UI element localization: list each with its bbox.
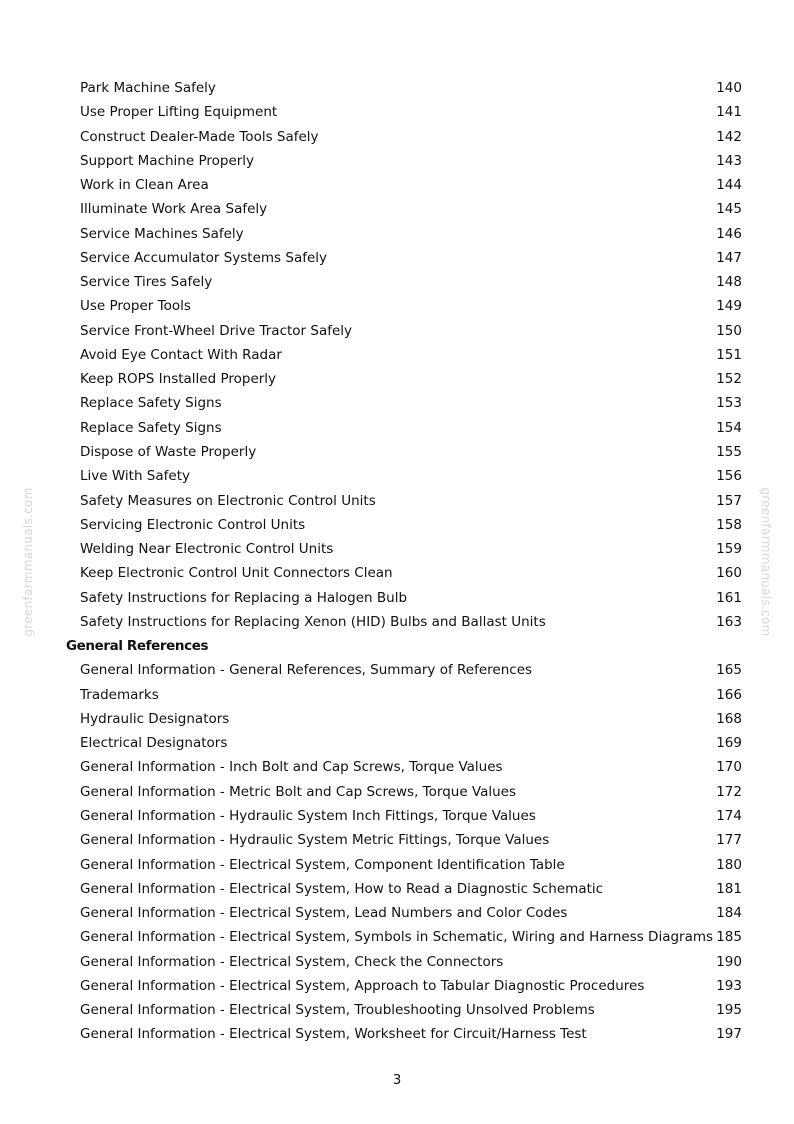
toc-entry[interactable] [66, 343, 742, 367]
toc-entry-title: Park Machine Safely [80, 80, 216, 96]
toc-entry-title: Use Proper Tools [80, 298, 191, 315]
toc-entry[interactable] [66, 950, 742, 974]
toc-entry[interactable] [66, 755, 742, 779]
toc-section-heading[interactable] [66, 634, 742, 658]
toc-entry[interactable] [66, 877, 742, 901]
toc-entry[interactable] [66, 270, 742, 294]
toc-entry-page-number: 146 [716, 225, 742, 242]
toc-entry[interactable] [66, 537, 742, 561]
toc-entry[interactable] [66, 367, 742, 391]
toc-entry[interactable] [66, 416, 742, 440]
toc-entry-title: Replace Safety Signs [80, 419, 222, 436]
toc-entry[interactable] [66, 853, 742, 877]
toc-entry-page-number: 154 [716, 419, 742, 436]
toc-entry[interactable] [66, 610, 742, 634]
toc-entry[interactable] [66, 707, 742, 731]
toc-entry-title: Live With Safety [80, 468, 190, 485]
toc-entry-title: Use Proper Lifting Equipment [80, 104, 278, 121]
toc-entry[interactable] [66, 391, 742, 415]
toc-entry-page-number: 165 [716, 662, 742, 679]
toc-entry-page-number: 177 [716, 832, 742, 849]
toc-entry-title: Safety Measures on Electronic Control Units [80, 492, 376, 509]
toc-entry[interactable] [66, 658, 742, 682]
toc-entry-title: General Information - Electrical System, Troubleshooting Unsolved Problems [80, 1002, 595, 1019]
toc-entry-title: Illuminate Work Area Safely [80, 201, 268, 218]
toc-entry-title: Safety Instructions for Replacing Xenon (HID) Bulbs and Ballast Units [80, 613, 546, 630]
toc-entry-page-number: 190 [716, 953, 742, 970]
toc-entry-page-number: 148 [716, 274, 742, 291]
toc-entry-title: Trademarks [80, 686, 159, 703]
toc-entry-page-number: 159 [716, 541, 742, 558]
toc-entry-title: General Information - General References, Summary of References [80, 662, 533, 679]
toc-entry-page-number: 163 [716, 613, 742, 630]
toc-entry-page-number: 147 [716, 249, 742, 266]
toc-entry-title: Construct Dealer-Made Tools Safely [80, 128, 319, 145]
toc-entry[interactable] [66, 925, 742, 949]
toc-entry-title: Service Accumulator Systems Safely [80, 249, 328, 266]
toc-entry-page-number: 195 [716, 1002, 742, 1019]
toc-entry[interactable] [66, 222, 742, 246]
toc-entry-page-number: 193 [716, 977, 742, 994]
toc-entry-title: Safety Instructions for Replacing a Halogen Bulb [80, 589, 408, 606]
toc-entry-page-number: 141 [716, 104, 742, 121]
toc-entry-title: General Information - Electrical System, Symbols in Schematic, Wiring and Harness Diagrams [80, 929, 714, 946]
toc-entry[interactable] [66, 125, 742, 149]
toc-entry-page-number: 166 [716, 686, 742, 703]
toc-entry-page-number: 143 [716, 152, 742, 169]
toc-entry-page-number: 149 [716, 298, 742, 315]
toc-entry[interactable] [66, 804, 742, 828]
toc-entry-title: General Information - Hydraulic System Metric Fittings, Torque Values [80, 832, 550, 849]
toc-entry[interactable] [66, 464, 742, 488]
toc-entry[interactable] [66, 76, 742, 100]
toc-entry[interactable] [66, 149, 742, 173]
toc-entry-title: Service Tires Safely [80, 274, 213, 291]
toc-entry-page-number: 140 [716, 80, 742, 96]
toc-entry[interactable] [66, 901, 742, 925]
section-heading-title: General References [66, 638, 209, 655]
toc-entry-title: Service Front-Wheel Drive Tractor Safely [80, 322, 353, 339]
toc-entry-page-number: 144 [716, 177, 742, 194]
toc-entry[interactable] [66, 998, 742, 1022]
watermark-left: greenfarmmanuals.com [21, 487, 35, 637]
toc-entry-title: General Information - Electrical System, Check the Connectors [80, 953, 504, 970]
toc-entry-page-number: 160 [716, 565, 742, 582]
watermark-right: greenfarmmanuals.com [759, 487, 773, 637]
toc-entry-title: Hydraulic Designators [80, 710, 230, 727]
toc-entry[interactable] [66, 319, 742, 343]
toc-entry-page-number: 152 [716, 371, 742, 388]
toc-entry[interactable] [66, 828, 742, 852]
toc-entry[interactable] [66, 1022, 742, 1046]
toc-entry[interactable] [66, 294, 742, 318]
toc-entry-title: Keep Electronic Control Unit Connectors Clean [80, 565, 393, 582]
toc-entry-page-number: 172 [716, 783, 742, 800]
toc-entry-title: Work in Clean Area [80, 177, 209, 194]
toc-entry[interactable] [66, 440, 742, 464]
toc-entry[interactable] [66, 731, 742, 755]
toc-entry-title: General Information - Electrical System, How to Read a Diagnostic Schematic [80, 880, 604, 897]
toc-entry-page-number: 174 [716, 807, 742, 824]
toc-entry-title: General Information - Metric Bolt and Cap Screws, Torque Values [80, 783, 517, 800]
toc-entry-title: General Information - Electrical System, Lead Numbers and Color Codes [80, 905, 568, 922]
toc-entry-title: Support Machine Properly [80, 152, 255, 169]
toc-entry-page-number: 145 [716, 201, 742, 218]
toc-entry-page-number: 197 [716, 1026, 742, 1043]
table-of-contents [66, 76, 742, 1047]
toc-entry-page-number: 170 [716, 759, 742, 776]
toc-entry[interactable] [66, 586, 742, 610]
toc-entry-title: Servicing Electronic Control Units [80, 516, 306, 533]
toc-entry-page-number: 169 [716, 735, 742, 752]
toc-entry-title: General Information - Electrical System, Worksheet for Circuit/Harness Test [80, 1026, 587, 1043]
toc-entry-page-number: 151 [716, 346, 742, 363]
toc-entry-page-number: 185 [716, 929, 742, 946]
toc-entry-title: Keep ROPS Installed Properly [80, 371, 277, 388]
page-number: 3 [392, 1072, 402, 1088]
toc-entry-title: General Information - Electrical System, Approach to Tabular Diagnostic Procedures [80, 977, 645, 994]
toc-entry-page-number: 158 [716, 516, 742, 533]
toc-entry-page-number: 181 [716, 880, 742, 897]
toc-entry[interactable] [66, 974, 742, 998]
toc-entry[interactable] [66, 489, 742, 513]
toc-entry-page-number: 180 [716, 856, 742, 873]
toc-entry[interactable] [66, 513, 742, 537]
toc-entry-title: Dispose of Waste Properly [80, 443, 257, 460]
toc-entry[interactable] [66, 683, 742, 707]
toc-entry-title: General Information - Inch Bolt and Cap Screws, Torque Values [80, 759, 503, 776]
toc-entry-title: Avoid Eye Contact With Radar [80, 346, 282, 363]
toc-entry-title: General Information - Hydraulic System Inch Fittings, Torque Values [80, 807, 536, 824]
toc-entry[interactable] [66, 561, 742, 585]
toc-entry-page-number: 161 [716, 589, 742, 606]
toc-entry[interactable] [66, 246, 742, 270]
toc-entry-page-number: 142 [716, 128, 742, 145]
toc-entry-title: Replace Safety Signs [80, 395, 222, 412]
toc-entry-page-number: 157 [716, 492, 742, 509]
toc-entry-page-number: 156 [716, 468, 742, 485]
toc-entry-page-number: 153 [716, 395, 742, 412]
toc-entry-page-number: 184 [716, 905, 742, 922]
toc-entry-title: Service Machines Safely [80, 225, 244, 242]
toc-entry-title: Electrical Designators [80, 735, 228, 752]
toc-entry[interactable] [66, 780, 742, 804]
toc-entry[interactable] [66, 173, 742, 197]
toc-entry-page-number: 150 [716, 322, 742, 339]
toc-entry-page-number: 155 [716, 443, 742, 460]
toc-entry-title: General Information - Electrical System, Component Identification Table [80, 856, 565, 873]
toc-entry-page-number: 168 [716, 710, 742, 727]
toc-entry[interactable] [66, 197, 742, 221]
toc-entry[interactable] [66, 100, 742, 124]
toc-entry-title: Welding Near Electronic Control Units [80, 541, 334, 558]
